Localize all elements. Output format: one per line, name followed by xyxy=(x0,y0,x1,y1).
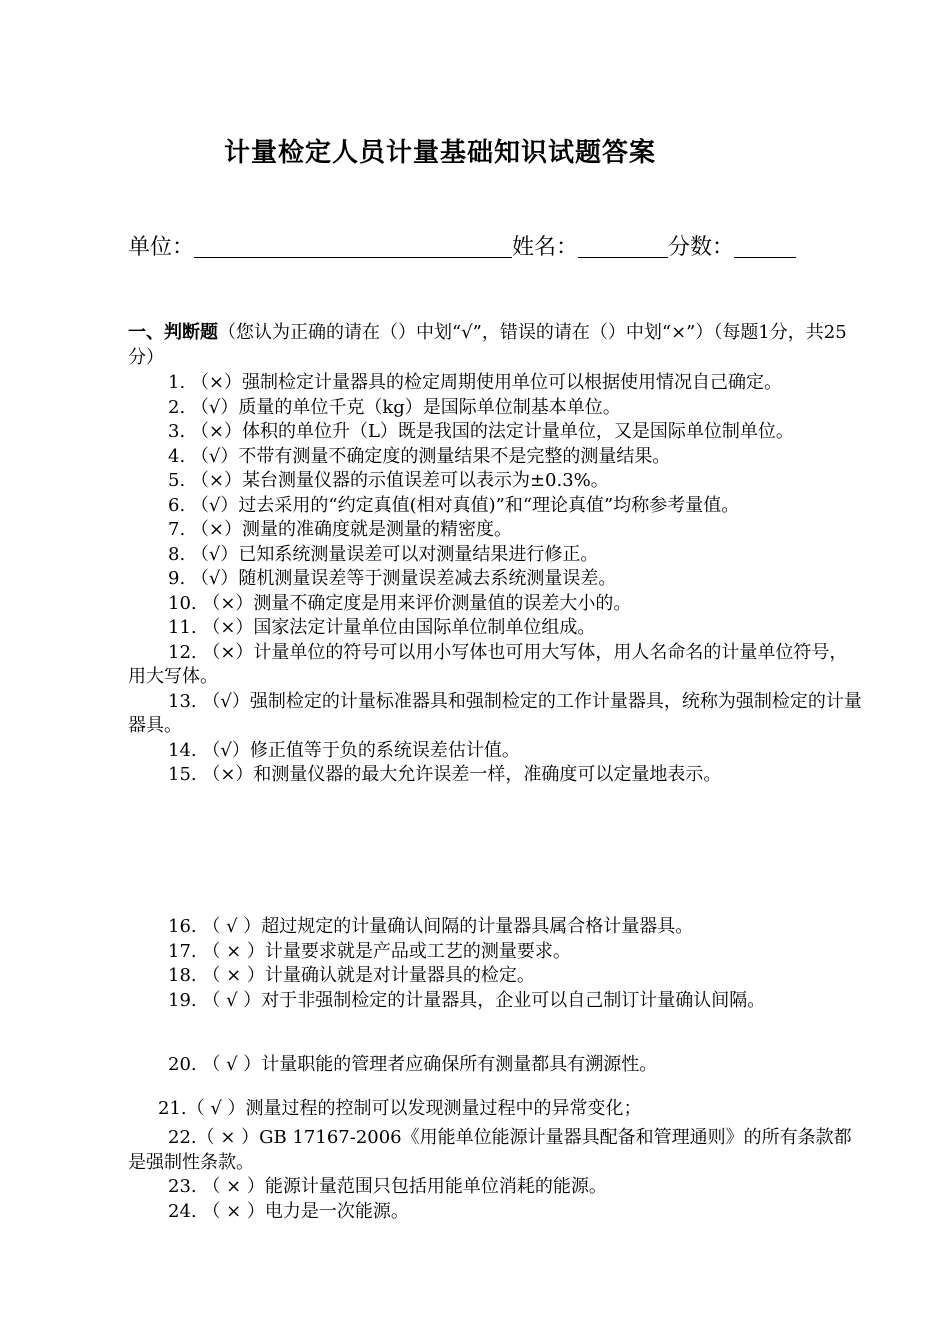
question-item: 6. （√）过去采用的“约定真值(相对真值)”和“理论真值”均称参考量值。 xyxy=(168,494,740,516)
question-list-part3 xyxy=(128,1053,863,1078)
question-item: 17. （ × ）计量要求就是产品或工艺的测量要求。 xyxy=(168,940,571,962)
question-item: 8. （√）已知系统测量误差可以对测量结果进行修正。 xyxy=(168,543,599,565)
question-item: 7. （×）测量的准确度就是测量的精密度。 xyxy=(168,519,512,540)
section-true-false-header xyxy=(128,320,863,370)
question-list-part2 xyxy=(128,915,863,1013)
question-item: 12. （×）计量单位的符号可以用小写体也可用大写体，用人名命名的计量单位符号，用大写体。 xyxy=(128,641,848,687)
score-label: 分数： xyxy=(668,235,735,260)
question-item: 24. （ × ）电力是一次能源。 xyxy=(168,1200,409,1222)
question-item: 5. （×）某台测量仪器的示值误差可以表示为±0.3%。 xyxy=(168,470,609,491)
question-item: 11. （×）国家法定计量单位由国际单位制单位组成。 xyxy=(168,617,596,638)
name-blank[interactable] xyxy=(578,233,668,258)
score-blank[interactable] xyxy=(734,233,796,258)
info-line xyxy=(128,232,848,264)
question-item: 4. （√）不带有测量不确定度的测量结果不是完整的测量结果。 xyxy=(168,445,671,467)
section-heading: 一、判断题 xyxy=(128,322,218,343)
section-instruction: （您认为正确的请在（）中划“√”，错误的请在（）中划“×”）（每题1分，共25分） xyxy=(128,322,847,368)
question-item: 21.（ √ ）测量过程的控制可以发现测量过程中的异常变化； xyxy=(158,1098,642,1119)
question-list-part5 xyxy=(128,1126,863,1224)
unit-blank[interactable] xyxy=(194,233,512,258)
question-item: 22.（ × ）GB 17167-2006《用能单位能源计量器具配备和管理通则》的所有条款都是强制性条款。 xyxy=(128,1127,852,1173)
question-item: 19. （ √ ）对于非强制检定的计量器具，企业可以自己制订计量确认间隔。 xyxy=(168,989,766,1011)
name-label: 姓名： xyxy=(512,235,579,260)
unit-label: 单位： xyxy=(128,235,195,260)
question-list-part1 xyxy=(128,371,863,788)
question-list-part4 xyxy=(128,1097,863,1122)
question-item: 15. （×）和测量仪器的最大允许误差一样，准确度可以定量地表示。 xyxy=(168,764,722,785)
question-item: 3. （×）体积的单位升（L）既是我国的法定计量单位，又是国际单位制单位。 xyxy=(168,421,794,442)
question-item: 14. （√）修正值等于负的系统误差估计值。 xyxy=(168,739,520,761)
page-title: 计量检定人员计量基础知识试题答案 xyxy=(223,138,656,168)
question-item: 9. （√）随机测量误差等于测量误差减去系统测量误差。 xyxy=(168,568,617,589)
question-item: 1. （×）强制检定计量器具的检定周期使用单位可以根据使用情况自己确定。 xyxy=(168,372,782,393)
question-item: 16. （ √ ）超过规定的计量确认间隔的计量器具属合格计量器具。 xyxy=(168,916,694,937)
question-item: 18. （ × ）计量确认就是对计量器具的检定。 xyxy=(168,965,535,986)
question-item: 13. （√）强制检定的计量标准器具和强制检定的工作计量器具，统称为强制检定的计量器具。 xyxy=(128,690,862,736)
question-item: 20. （ √ ）计量职能的管理者应确保所有测量都具有溯源性。 xyxy=(168,1054,658,1075)
question-item: 2. （√）质量的单位千克（kg）是国际单位制基本单位。 xyxy=(168,396,621,418)
question-item: 10. （×）测量不确定度是用来评价测量值的误差大小的。 xyxy=(168,592,632,614)
question-item: 23. （ × ）能源计量范围只包括用能单位消耗的能源。 xyxy=(168,1176,607,1197)
